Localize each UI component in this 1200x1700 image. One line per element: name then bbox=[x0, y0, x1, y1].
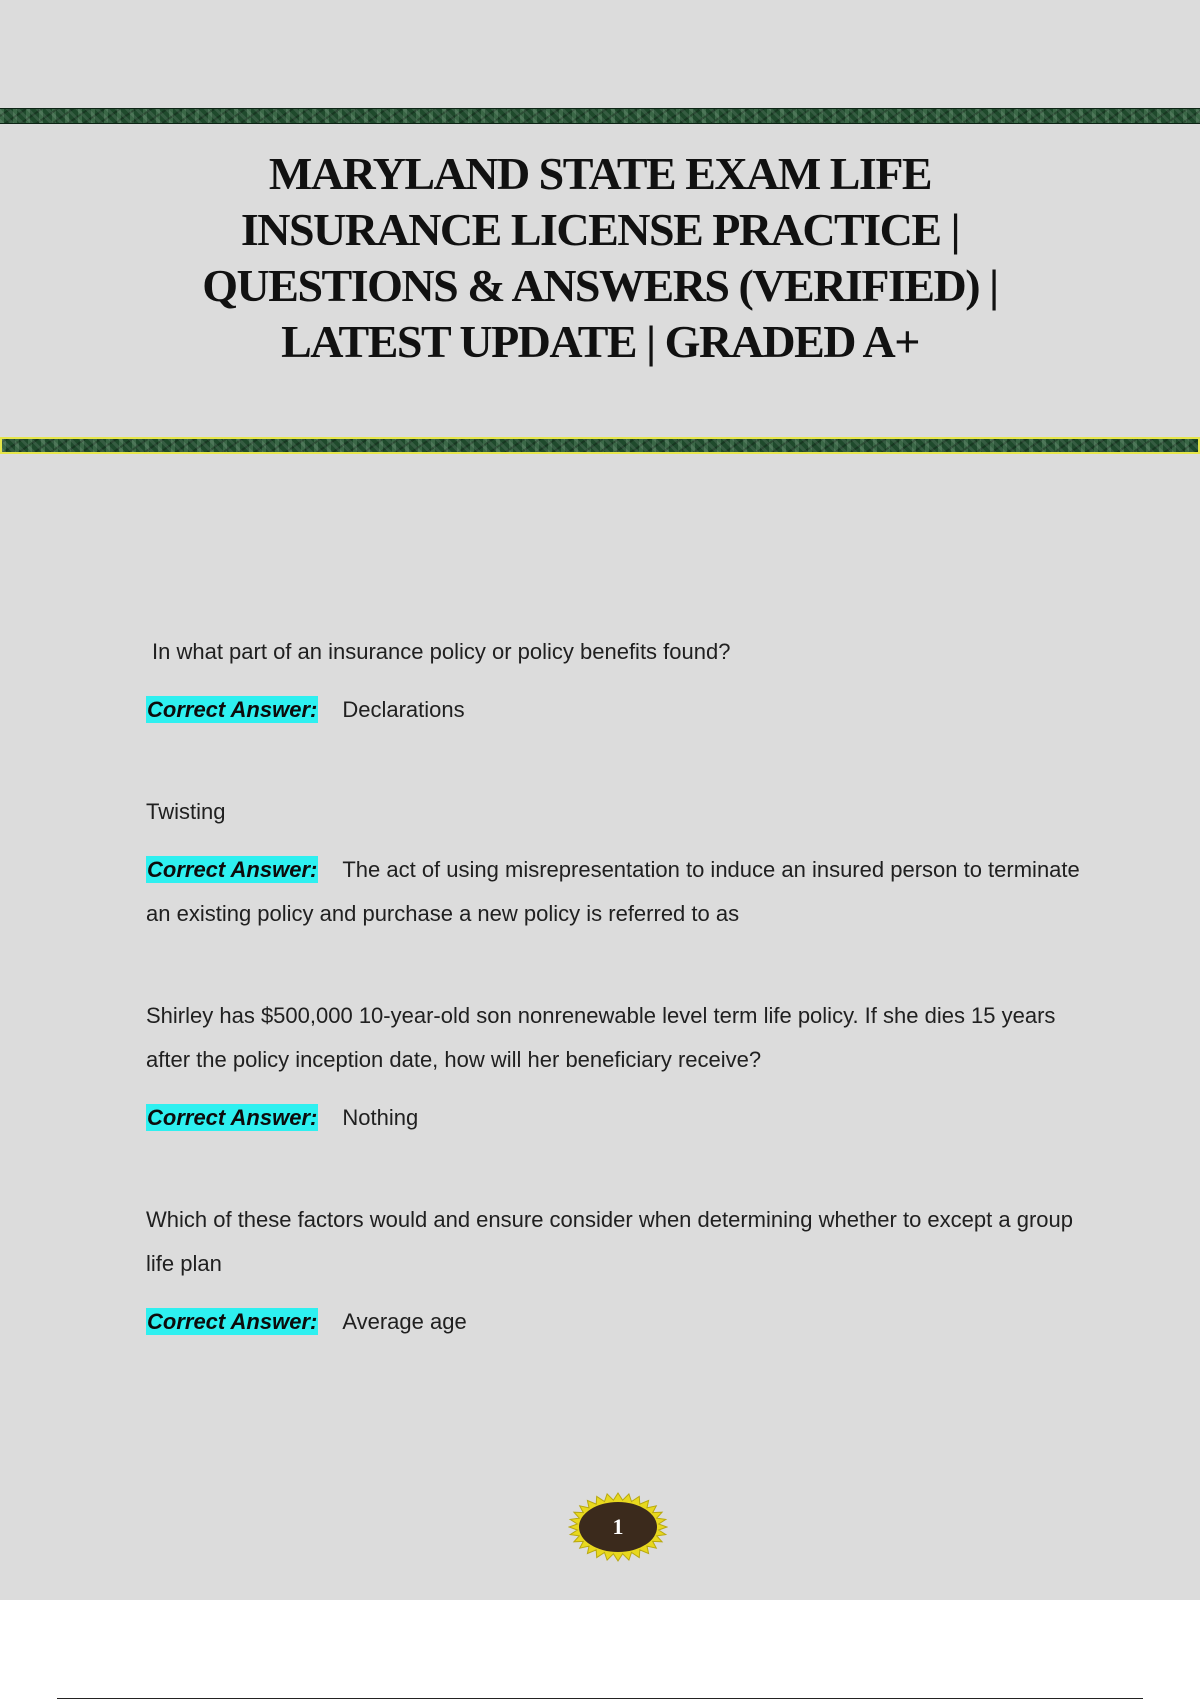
question-text: Shirley has $500,000 10-year-old son nonrenewable level term life policy. If she dies 15 years after the policy inception date, how will her beneficiary receive? bbox=[146, 1003, 1056, 1072]
page-number: 1 bbox=[612, 1514, 624, 1539]
correct-answer-label: Correct Answer: bbox=[147, 697, 318, 722]
correct-answer-label: Correct Answer: bbox=[147, 857, 318, 882]
question-text: Twisting bbox=[146, 799, 226, 824]
qa-item bbox=[146, 790, 1086, 936]
correct-answer-label: Correct Answer: bbox=[147, 1105, 318, 1130]
answer-text: Nothing bbox=[342, 1105, 419, 1130]
answer-text: Average age bbox=[342, 1309, 467, 1334]
decorative-band-bottom bbox=[0, 437, 1200, 454]
qa-list bbox=[146, 630, 1086, 1402]
question-text: Which of these factors would and ensure consider when determining whether to except a group life plan bbox=[146, 1207, 1073, 1276]
question-text: In what part of an insurance policy or policy benefits found? bbox=[152, 639, 731, 664]
qa-item bbox=[146, 630, 1086, 732]
correct-answer-label: Correct Answer: bbox=[147, 1309, 318, 1334]
qa-item bbox=[146, 1198, 1086, 1344]
answer-text: Declarations bbox=[342, 697, 465, 722]
answer-text: The act of using misrepresentation to induce an insured person to terminate an existing policy and purchase a new policy is referred to as bbox=[146, 857, 1080, 926]
footer-rule bbox=[57, 1698, 1143, 1699]
decorative-band-top bbox=[0, 108, 1200, 124]
document-title: MARYLAND STATE EXAM LIFE INSURANCE LICENSE PRACTICE | QUESTIONS & ANSWERS (VERIFIED) | LATEST UPDATE | GRADED A+ bbox=[202, 148, 998, 367]
qa-item bbox=[146, 994, 1086, 1140]
page-number-badge bbox=[568, 1492, 668, 1562]
